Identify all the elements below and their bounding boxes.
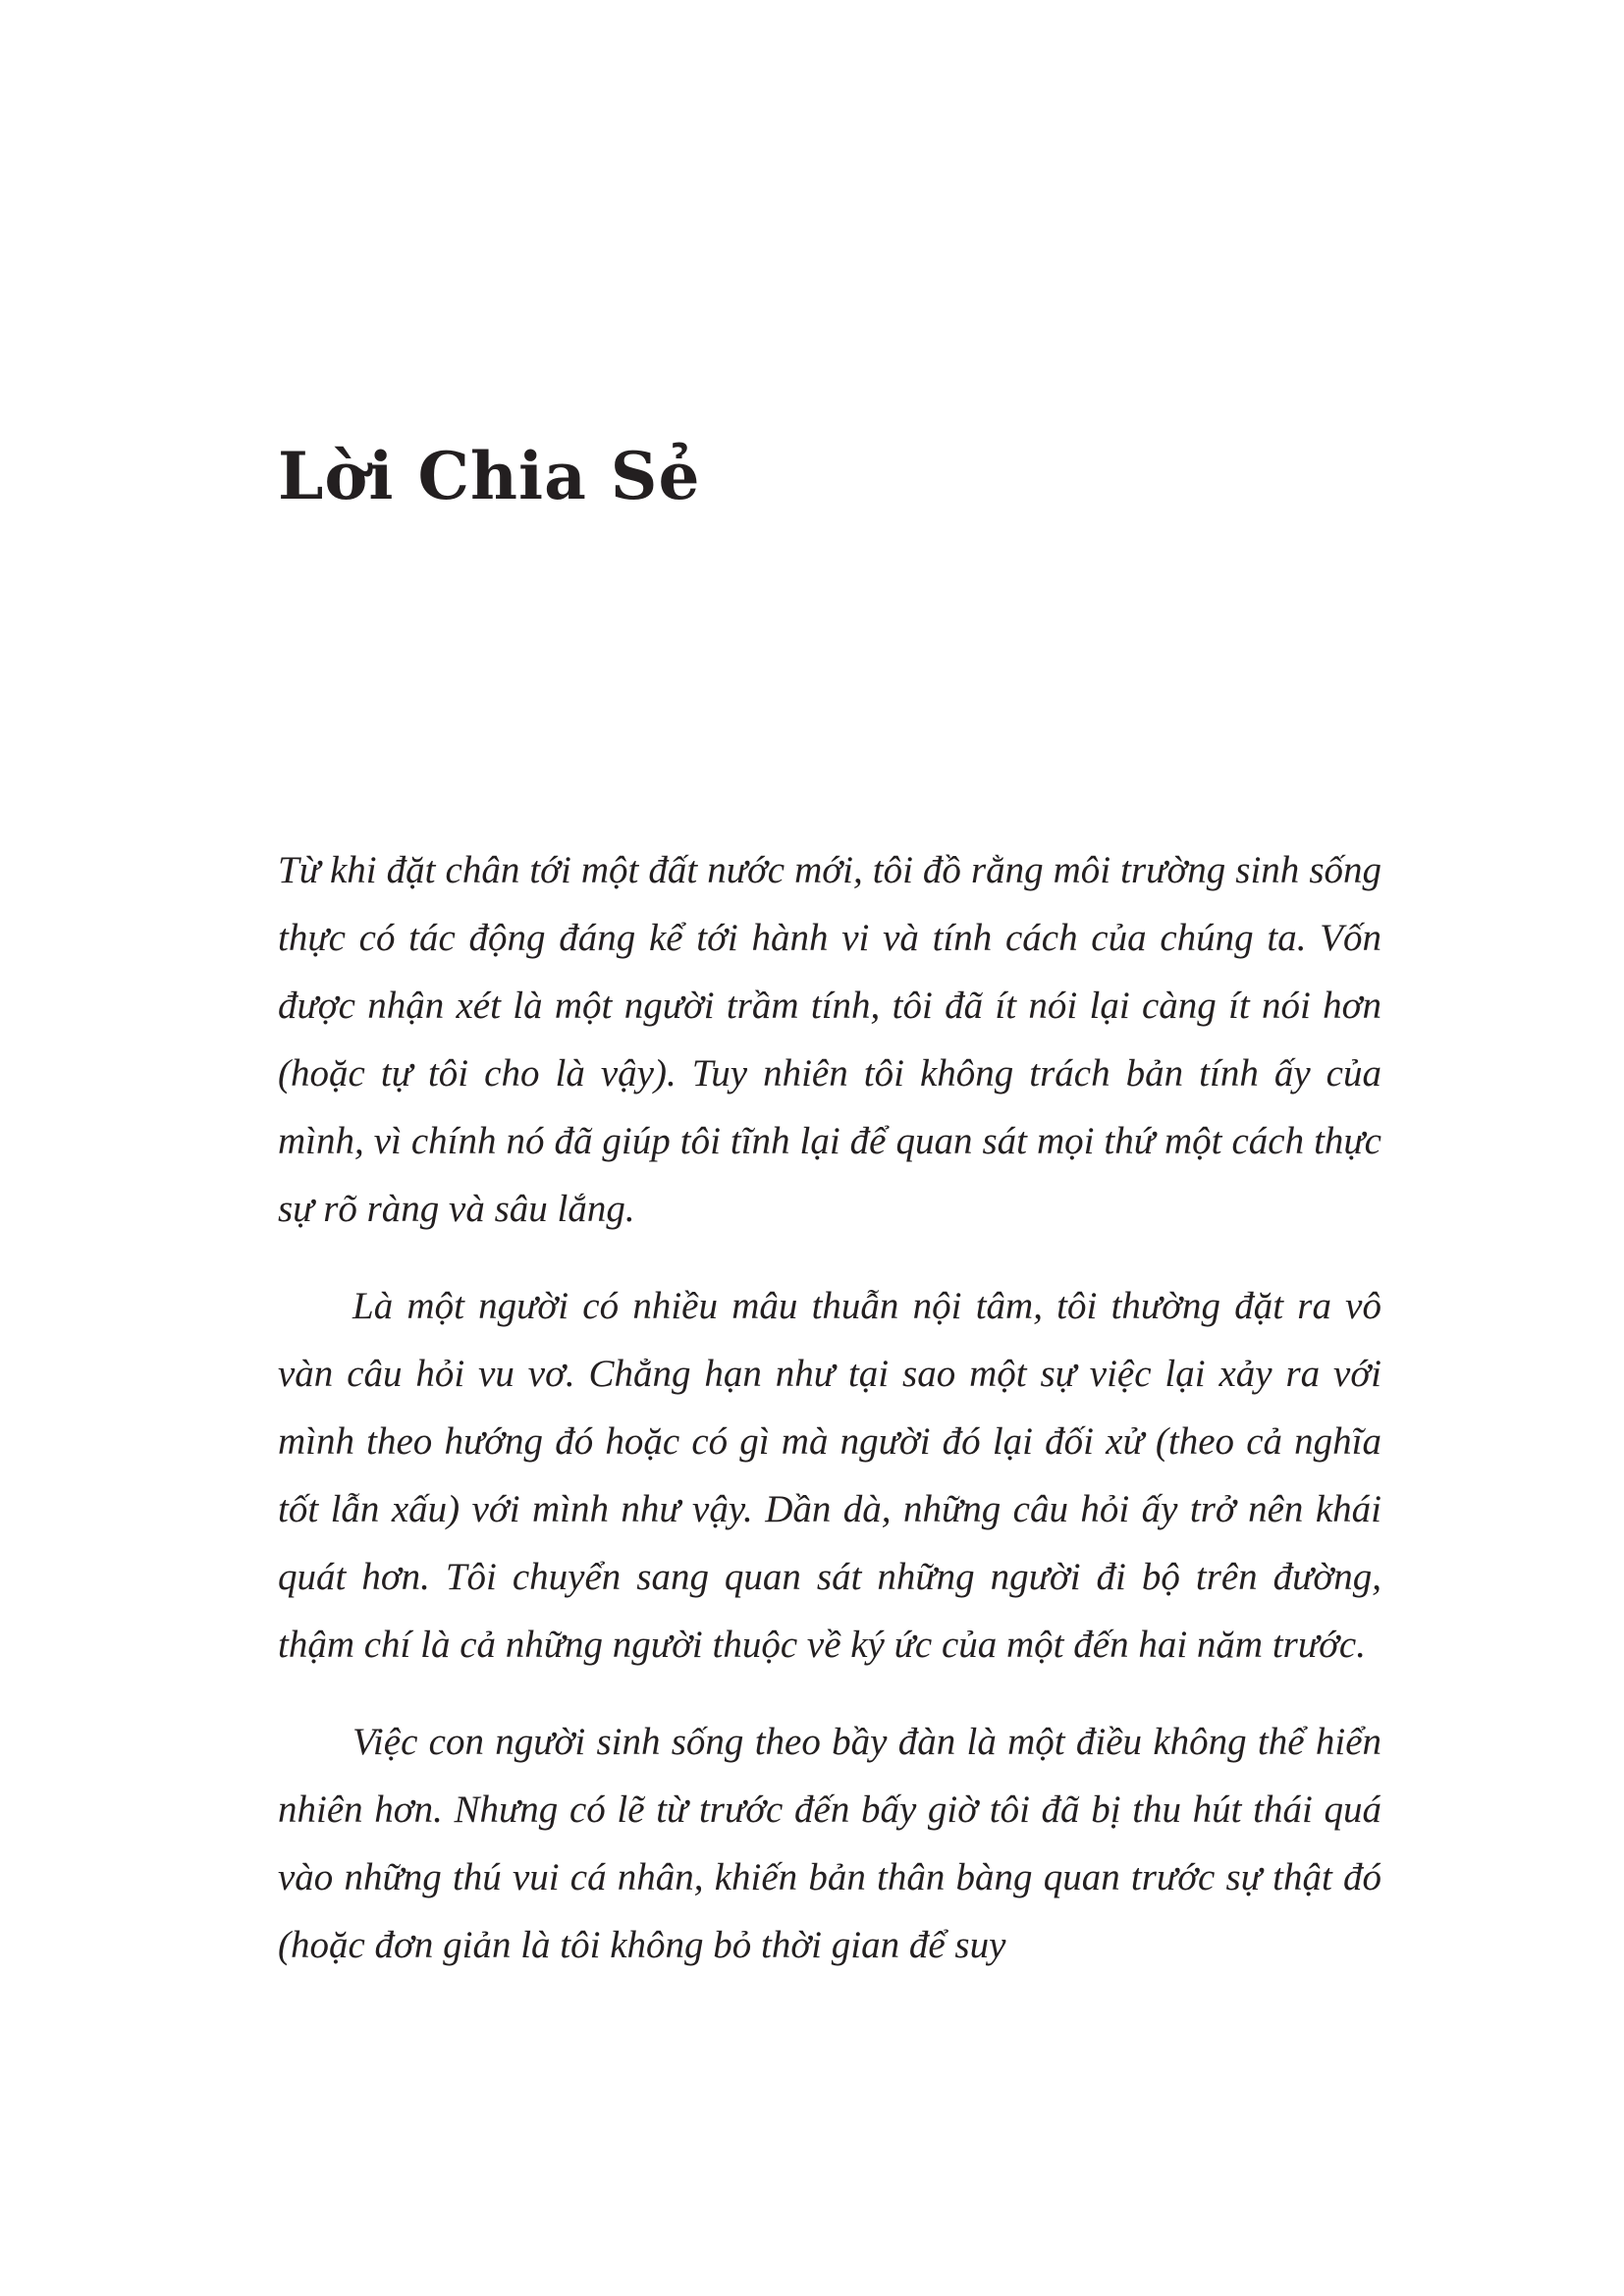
paragraph-2: Là một người có nhiều mâu thuẫn nội tâm, tôi thường đặt ra vô vàn câu hỏi vu vơ. Chẳng hạn như tại sao một sự việc lại xảy ra với mình theo hướng đó hoặc có gì mà người đó lại đối xử (theo cả nghĩa tốt lẫn xấu) với mình như vậy. Dần dà, những câu hỏi ấy trở nên khái quát hơn. Tôi chuyển sang quan sát những người đi bộ trên đường, thậm chí là cả những người thuộc về ký ức của một đến hai năm trước. (278, 1285, 1381, 1666)
body-text (278, 836, 1381, 2008)
paragraph-3: Việc con người sinh sống theo bầy đàn là một điều không thể hiển nhiên hơn. Nhưng có lẽ từ trước đến bấy giờ tôi đã bị thu hút thái quá vào những thú vui cá nhân, khiến bản thân bàng quan trước sự thật đó (hoặc đơn giản là tôi không bỏ thời gian để suy (278, 1721, 1381, 1966)
paragraph-1: Từ khi đặt chân tới một đất nước mới, tôi đồ rằng môi trường sinh sống thực có tác động đáng kể tới hành vi và tính cách của chúng ta. Vốn được nhận xét là một người trầm tính, tôi đã ít nói lại càng ít nói hơn (hoặc tự tôi cho là vậy). Tuy nhiên tôi không trách bản tính ấy của mình, vì chính nó đã giúp tôi tĩnh lại để quan sát mọi thứ một cách thực sự rõ ràng và sâu lắng. (278, 849, 1381, 1230)
chapter-title: Lời Chia Sẻ (278, 438, 701, 514)
